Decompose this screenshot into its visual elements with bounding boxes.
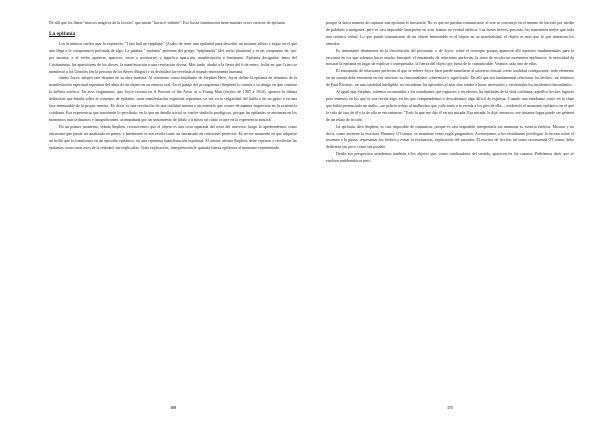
right-page-number: 171 <box>447 406 453 410</box>
right-paragraph-1: porque la única manera de capturar una epifanía es mostrarla. No es que no puedan comunicarse: el arte se construye en el intento de hacerlo por medio de palabras o imágenes, pero es casi imposible interpretar en esas formas su verdad estética. Las frases breves, precisas, las transmiten mejor que toda una retórica verbal. Lo que puede comunicarse de un objeto memorable es el objeto en su materialidad, el objeto es más que lo que muestran los sentidos. <box>326 20 574 46</box>
right-paragraph-2: Es interesante detenernos en la discretación del personaje, o de Joyce, sobre el concepto porque aparecen allí aspectos fundamentales para la escritura en los que solemos hacer mucho hincapié: el entramado de relaciones perfectas, la tarea de recolectar momentos epifánicos; la necesidad de mostrar la epifanía en lugar de explicar o interpretarla; la fuerza del objeto por fuera de lo comunicable. Veamos cada uno de ellos. <box>326 47 574 67</box>
section-heading: La epifanía <box>49 30 76 37</box>
left-intro-paragraph: De allí que los llame "marcos mágicos de la ficción" que miran "hacia el infinito". Eso busca iluminación tiene muchas veces carácter de epifanía. <box>49 20 286 25</box>
left-page <box>49 20 297 415</box>
left-paragraph-3: En un primer momento, señala Stephen, reconocemos que el objeto es una cosa separada del resto del universo, luego lo aprehendemos como estructura que puede ser analizada en partes, y finalmente se nos revela como un entramado de relaciones perfectas. Es en ese momento en que adquiere un brillo que lo transforma en un episodio epifánico, en una repentina manifestación espiritual. El artista, afirma Stephen, debe capturar y recolectar las epifanías como raras aves de la realidad, sin explicarlas. Toda explicación, interpretación le quitaría fuerza epifánica al momento representado <box>49 123 297 150</box>
right-paragraph-3: El entramado de relaciones perfectas al que se refiere Joyce bien puede asimilarse al universo textual como totalidad configurante: todo elemento en un cuento debe encontrar en ese universo su funcionalidad, coherencia y significado. De allí que sea fundamental relacionar los hechos –en términos de Paul Ricoeur– en una totalidad inteligible, no encadenar los episodios al azar sino tender a hacer necesarios y verosímiles los incidentes discordantes. <box>326 68 574 88</box>
left-paragraph-1: Los británicos suelen usar la expresión: "I just had an epiphany" (Acabo de tener una epifanía) para describir un instante súbito y fugaz en el que uno llega a la comprensión profunda de algo. La palabra " epifanía" proviene del griego "epiphaneia" (del verbo phainein) y es un compuesto de: epi- por encima, y el verbo aparecer, aparecer, verse o mostrarse) y significa aparición, manifestación o fenómeno. Epifanía designaba, antes del Cristianismo, las apariciones de los dioses, la manifestación o una revelación divina. Más tarde, aludió a la fiesta del 6 de enero, fecha en que Cristo se manifestó a los Gentiles (en la persona de los Reyes Magos) y su divinidad fue revelada al mundo enteramente humana. <box>49 40 297 74</box>
left-paragraph-2: James Joyce, adoptó este término en su obra maestra. Al comienzo como estudiante de Stephen Hero, Joyce define la epifanía en términos de la manifestación espiritual repentina del alma de un objeto en su esencia real. En el pasaje del protagonista (Stephen) lo cuenta a su amigo en que consiste la belleza estética. En esos fragmentos, que Joyce retoma en A Portrait of the Artist as a Young Man (escrito de 1907 a 1914), aparece la última definición que brinda sobre el concepto de epifanía: «una manifestación espiritual repentina, ya sea en la vulgaridad del habla o de un gesto o en una fase memorable de la propia mente». Es decir, es una revelación de una realidad interna o un misterio que ocurre de manera imprevista en la existencia cotidiana. Esa experiencia que trasciende lo percibido, en la que un detalle trivial se vuelve símbolo prodigioso, porque las epifanías se encarnan en los momentos más ordinarios e insignificantes, acompañada por un sentimiento de júbilo o tristeza tal como ocurre en la experiencia mística. <box>49 75 297 122</box>
left-page-number: 169 <box>170 406 176 410</box>
right-paragraph-6: Desde esa perspectiva atendemos también a los objetos que, como catalizadores del sentido, aparecen en los cuentos. Podríamos decir que se vuelven emblemáticos pero <box>326 151 574 164</box>
right-paragraph-4: Al igual que Stephen, solemos recomendar a los estudiantes que capturen y recolecten las epifanías de la vida cotidiana: aquellos hechos fugaces pero intensos en los que se nos revela algo, en los que comprendemos o descubrimos algo difícil de expresar. Cuando una estudiante contó en la clase que había presenciado un asalto –un policía redujo al malhechor que ¡sólo tenía a la vereda a los pies de ella– , evidenció el momento epifánico en el que la vida de otro de él y la de ella se encontraron: "Todo lo que me dijo él en esa mirada. Esa mirada, le dije, entonces, ese instante fugaz puede ser germen de un relato de ficción. <box>326 89 574 122</box>
right-paragraph-5: La epifanía, dice Stephen, es casi imposible de comunicar, porque es casi imposible interpretarla sin aminorar su esencia estética. Mostrar y no decir, como sostiene la escritora Flannery O'Connor, se mantiene como regla pragmática. Aconsejamos a los estudiantes privilegiar la escena sobre el resumen o la pausa, representar los hechos y evitar la evaluación, explicación del narrador. El escritor de ficción, tal como recomienda O'Connor, debe dedicarse tan poco como sea posible. <box>326 123 574 150</box>
right-page <box>326 20 574 415</box>
